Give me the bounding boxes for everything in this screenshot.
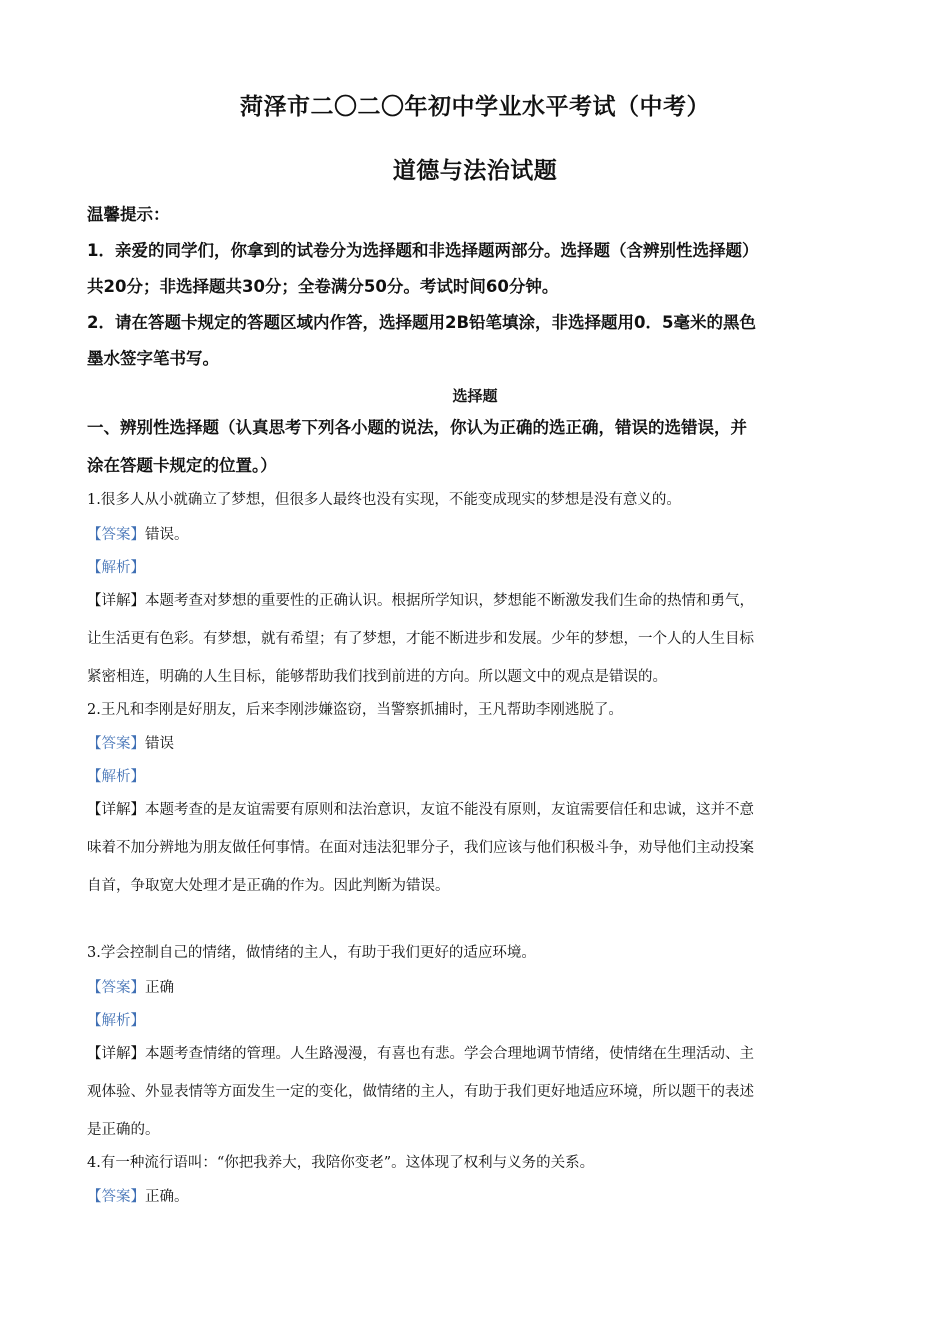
question-1-answer [87, 518, 867, 552]
detail-line: 【详解】本题考查情绪的管理。人生路漫漫，有喜也有悲。学会合理地调节情绪，使情绪在生理活动、主 [87, 1046, 754, 1062]
detail-tag: 【详解】 [87, 802, 145, 818]
detail-line: 让生活更有色彩。有梦想，就有希望；有了梦想，才能不断进步和发展。少年的梦想，一个人的人生目标 [87, 631, 754, 647]
notice-line-1b: 共20分；非选择题共30分；全卷满分50分。考试时间60分钟。 [87, 277, 559, 296]
analysis-tag: 【解析】 [87, 769, 145, 785]
detail-line: 【详解】本题考查对梦想的重要性的正确认识。根据所学知识，梦想能不断激发我们生命的热情和勇气， [87, 593, 754, 609]
notice-heading: 温馨提示： [87, 205, 170, 224]
section-heading-b: 涂在答题卡规定的位置。） [87, 456, 277, 475]
question-2-analysis [87, 760, 867, 794]
notice-line-1a: 1．亲爱的同学们，你拿到的试卷分为选择题和非选择题两部分。选择题（含辨别性选择题） [87, 241, 759, 260]
notice-line-2a: 2．请在答题卡规定的答题区域内作答，选择题用2B铅笔填涂，非选择题用0．5毫米的黑色 [87, 313, 756, 332]
detail-line: 观体验、外显表情等方面发生一定的变化，做情绪的主人，有助于我们更好地适应环境，所以题干的表述 [87, 1084, 754, 1100]
answer-text: 正确 [145, 980, 174, 996]
detail-line: 是正确的。 [87, 1122, 160, 1138]
detail-line: 味着不加分辨地为朋友做任何事情。在面对违法犯罪分子，我们应该与他们积极斗争，劝导他们主动投案 [87, 840, 754, 856]
detail-line: 【详解】本题考查的是友谊需要有原则和法治意识，友谊不能没有原则，友谊需要信任和忠诚，这并不意 [87, 802, 754, 818]
question-3-stem: 3.学会控制自己的情绪，做情绪的主人，有助于我们更好的适应环境。 [87, 945, 536, 961]
question-1-detail [87, 582, 867, 696]
analysis-tag: 【解析】 [87, 1013, 145, 1029]
detail-tag: 【详解】 [87, 593, 145, 609]
question-3-answer [87, 971, 867, 1005]
answer-text: 错误。 [145, 527, 189, 543]
answer-tag: 【答案】 [87, 1189, 145, 1205]
question-1-analysis [87, 551, 867, 585]
answer-text: 错误 [145, 736, 174, 752]
section-label: 选择题 [452, 387, 498, 405]
question-2-answer [87, 727, 867, 761]
notice-line-2b: 墨水签字笔书写。 [87, 349, 219, 368]
question-3-detail [87, 1035, 867, 1149]
question-3-analysis [87, 1004, 867, 1038]
section-heading-a: 一、辨别性选择题（认真思考下列各小题的说法，你认为正确的选正确，错误的选错误，并 [87, 418, 747, 437]
answer-text: 正确。 [145, 1189, 189, 1205]
answer-tag: 【答案】 [87, 980, 145, 996]
page-subtitle: 道德与法治试题 [392, 158, 558, 184]
detail-line: 自首，争取宽大处理才是正确的作为。因此判断为错误。 [87, 878, 450, 894]
answer-tag: 【答案】 [87, 736, 145, 752]
question-2-detail [87, 791, 867, 905]
question-4-stem: 4.有一种流行语叫：“你把我养大，我陪你变老”。这体现了权利与义务的关系。 [87, 1155, 595, 1171]
detail-line: 紧密相连，明确的人生目标，能够帮助我们找到前进的方向。所以题文中的观点是错误的。 [87, 669, 667, 685]
question-1-stem: 1.很多人从小就确立了梦想，但很多人最终也没有实现，不能变成现实的梦想是没有意义的。 [87, 492, 681, 508]
question-2-stem: 2.王凡和李刚是好朋友，后来李刚涉嫌盗窃，当警察抓捕时，王凡帮助李刚逃脱了。 [87, 702, 623, 718]
question-4-answer [87, 1180, 867, 1214]
analysis-tag: 【解析】 [87, 560, 145, 576]
page-title: 菏泽市二〇二〇年初中学业水平考试（中考） [240, 94, 710, 120]
detail-tag: 【详解】 [87, 1046, 145, 1062]
answer-tag: 【答案】 [87, 527, 145, 543]
